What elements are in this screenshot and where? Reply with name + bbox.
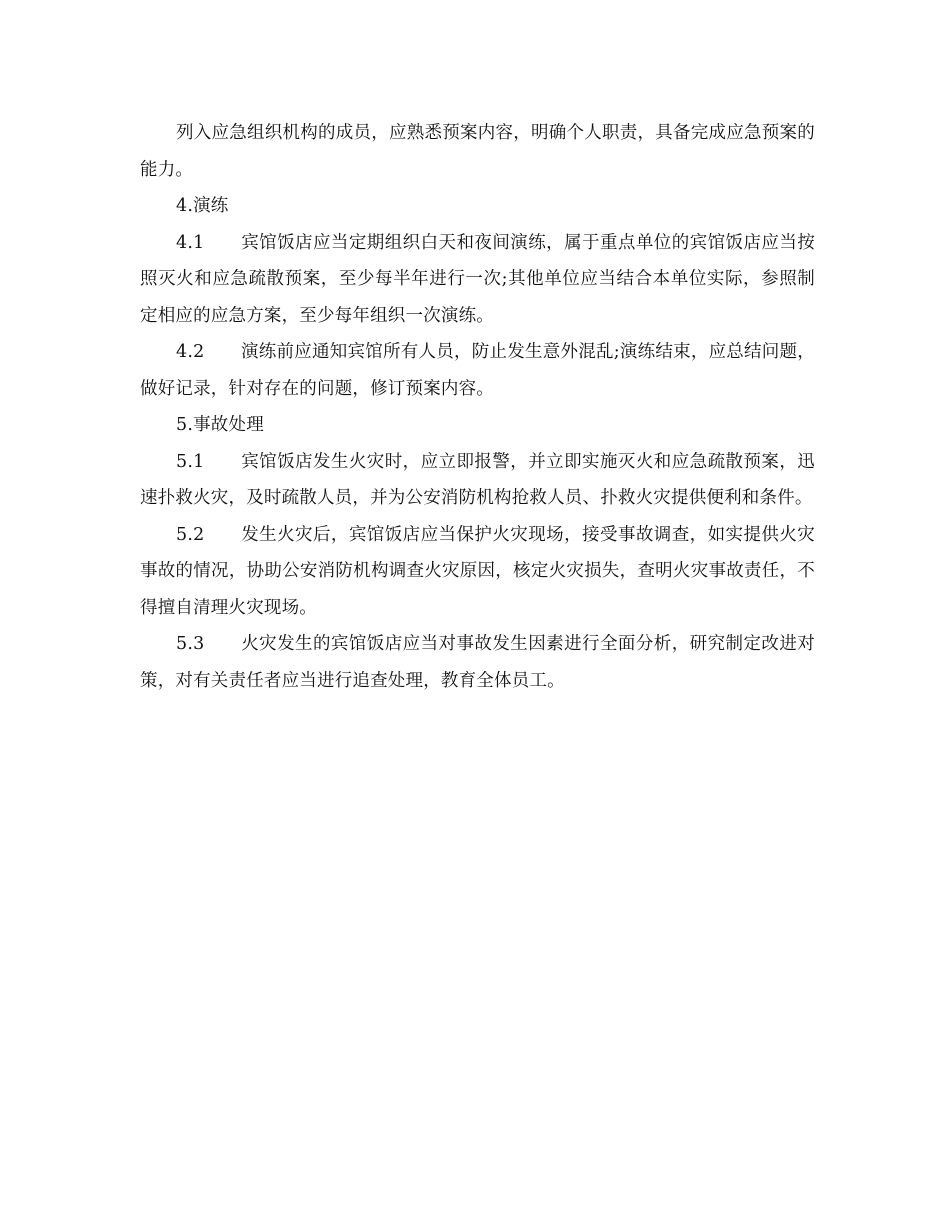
clause-text: 宾馆饭店发生火灾时，应立即报警，并立即实施灭火和应急疏散预案，迅速扑救火灾，及时疏散人员，并为公安消防机构抢救人员、扑救火灾提供便利和条件。 <box>140 451 815 508</box>
clause-5-2 <box>140 517 815 627</box>
clause-text: 演练前应通知宾馆所有人员，防止发生意外混乱;演练结束，应总结问题，做好记录，针对存在的问题，修订预案内容。 <box>140 342 815 399</box>
clause-number: 4.2 <box>176 342 205 362</box>
heading-text: 5.事故处理 <box>176 415 264 435</box>
clause-number: 5.3 <box>176 634 205 654</box>
clause-4-2 <box>140 334 815 407</box>
clause-text: 宾馆饭店应当定期组织白天和夜间演练，属于重点单位的宾馆饭店应当按照灭火和应急疏散预案，至少每半年进行一次;其他单位应当结合本单位实际，参照制定相应的应急方案，至少每年组织一次演练。 <box>140 232 815 326</box>
section-heading-drill <box>140 188 815 225</box>
document-body <box>140 115 815 699</box>
paragraph-text: 列入应急组织机构的成员，应熟悉预案内容，明确个人职责，具备完成应急预案的能力。 <box>140 123 815 180</box>
clause-text: 发生火灾后，宾馆饭店应当保护火灾现场，接受事故调查，如实提供火灾事故的情况，协助公安消防机构调查火灾原因，核定火灾损失，查明火灾事故责任，不得擅自清理火灾现场。 <box>140 524 815 618</box>
clause-number: 4.1 <box>176 232 205 253</box>
paragraph-intro <box>140 115 815 188</box>
clause-number: 5.2 <box>176 524 205 545</box>
clause-text: 火灾发生的宾馆饭店应当对事故发生因素进行全面分析，研究制定改进对策，对有关责任者应当进行追查处理，教育全体员工。 <box>140 634 815 691</box>
clause-5-1 <box>140 444 815 517</box>
section-heading-incident <box>140 407 815 444</box>
clause-4-1 <box>140 225 815 335</box>
clause-number: 5.1 <box>176 451 205 472</box>
heading-text: 4.演练 <box>176 196 229 216</box>
clause-5-3 <box>140 626 815 699</box>
